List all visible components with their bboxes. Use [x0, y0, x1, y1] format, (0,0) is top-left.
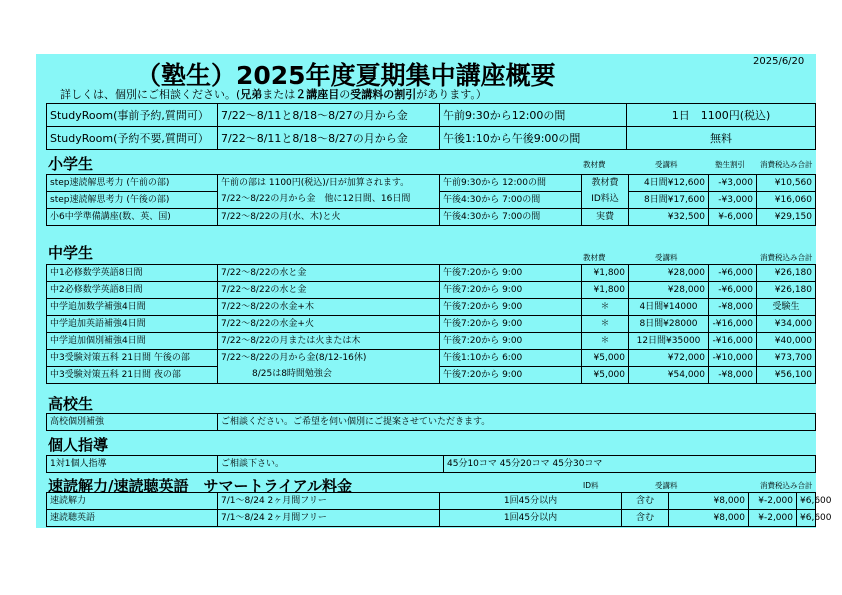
- course-name: 小6中学準備講座(数、英、国): [47, 209, 218, 226]
- course-dates: 7/22～8/22の月から金(8/12-16休): [218, 350, 440, 367]
- material-fee: 実費: [582, 209, 629, 226]
- tuition: ¥32,500: [629, 209, 709, 226]
- course-dates: 7/1～8/24 2ヶ月間フリー: [218, 510, 440, 527]
- tuition: 8日間¥28000: [629, 316, 709, 333]
- intro-bold-siblings: 兄弟: [240, 88, 263, 101]
- course-name: 中学追加個別補強4日間: [47, 333, 218, 350]
- col-header-total: 消費税込み合計: [760, 160, 813, 169]
- intro-bold-second-course: ２講座目: [295, 88, 340, 101]
- col-header-tuition: 受講料: [655, 481, 678, 490]
- table-row: [47, 510, 816, 527]
- material-fee: ¥5,000: [582, 367, 629, 384]
- course-time: 午後7:20から 9:00: [440, 367, 582, 384]
- discount: ¥-2,000: [749, 493, 797, 510]
- tuition: 8日間¥17,600: [629, 192, 709, 209]
- discount: -¥16,000: [709, 316, 757, 333]
- total: ¥6,600: [797, 493, 816, 510]
- course-name: 中3受験対策五科 21日間 夜の部: [47, 367, 218, 384]
- table-row: [47, 333, 816, 350]
- tuition: 12日間¥35000: [629, 333, 709, 350]
- elementary-table: [46, 174, 816, 226]
- col-header-tuition: 受講料: [655, 253, 678, 262]
- speed-table: [46, 492, 832, 527]
- course-name: 中3受験対策五科 21日間 午後の部: [47, 350, 218, 367]
- material-fee: ¥1,800: [582, 282, 629, 299]
- table-row: [47, 414, 816, 431]
- course-name: StudyRoom(事前予約,質問可）: [47, 104, 218, 127]
- course-dates: 午前の部は 1100円(税込)/日が加算されます。: [218, 175, 440, 192]
- course-dates: 7/22～8/22の月または火または木: [218, 333, 440, 350]
- total: ¥10,560: [757, 175, 816, 192]
- col-header-discount: 塾生割引: [715, 160, 745, 169]
- table-row: [47, 192, 816, 209]
- high-table: [46, 413, 816, 431]
- discount: -¥6,000: [709, 265, 757, 282]
- material-fee: 教材費: [582, 175, 629, 192]
- document-date: 2025/6/20: [753, 56, 805, 67]
- course-time: 1回45分以内: [440, 510, 622, 527]
- total: ¥26,180: [757, 265, 816, 282]
- course-time: 45分10コマ 45分20コマ 45分30コマ: [444, 456, 816, 473]
- intro-text: または: [262, 88, 296, 101]
- table-row: [47, 282, 816, 299]
- course-note: ご相談下さい。: [218, 456, 444, 473]
- discount: ¥-2,000: [749, 510, 797, 527]
- intro-text: があります。）: [416, 88, 487, 101]
- total: ¥29,150: [757, 209, 816, 226]
- discount: -¥3,000: [709, 192, 757, 209]
- table-row: [47, 456, 816, 473]
- course-fee: 無料: [627, 127, 816, 150]
- course-time: 午後4:30から 7:00の間: [440, 209, 582, 226]
- total: ¥26,180: [757, 282, 816, 299]
- course-dates: 7/22～8/22の月から金 他に12日間、16日間: [218, 192, 440, 209]
- section-title-junior: 中学生: [48, 244, 94, 262]
- table-row: [47, 175, 816, 192]
- course-time: 午後7:20から 9:00: [440, 333, 582, 350]
- table-row: [47, 316, 816, 333]
- table-row: [47, 104, 816, 127]
- discount: -¥8,000: [709, 367, 757, 384]
- col-header-total: 消費税込み合計: [760, 253, 813, 262]
- course-time: 午後1:10から 6:00: [440, 350, 582, 367]
- course-dates: 7/22～8/22の水と金: [218, 265, 440, 282]
- section-title-speed: 速読解力/速読聴英語 サマートライアル料金: [48, 477, 352, 495]
- course-time: 午後7:20から 9:00: [440, 282, 582, 299]
- course-name: 中2必修数学英語8日間: [47, 282, 218, 299]
- intro-bold-discount: 受講料の割引: [350, 88, 417, 101]
- course-time: 午後7:20から 9:00: [440, 316, 582, 333]
- course-dates: 7/22～8/22の水金+木: [218, 299, 440, 316]
- table-row: [47, 299, 816, 316]
- total: ¥56,100: [757, 367, 816, 384]
- table-row: [47, 265, 816, 282]
- course-name: 中1必修数学英語8日間: [47, 265, 218, 282]
- table-row: [47, 350, 816, 367]
- col-header-id: ID料: [583, 481, 599, 490]
- discount: -¥10,000: [709, 350, 757, 367]
- total: 受験生: [757, 299, 816, 316]
- course-name: StudyRoom(予約不要,質問可）: [47, 127, 218, 150]
- course-time: 午後1:10から午後9:00の間: [440, 127, 627, 150]
- discount: -¥16,000: [709, 333, 757, 350]
- course-dates: 7/22～8/11と8/18～8/27の月から金: [218, 127, 440, 150]
- intro-note: [60, 86, 487, 102]
- tuition: ¥28,000: [629, 282, 709, 299]
- course-time: 1回45分以内: [440, 493, 622, 510]
- course-time: 午前9:30から 12:00の間: [440, 175, 582, 192]
- material-fee: ＊: [582, 299, 629, 316]
- private-table: [46, 455, 816, 473]
- material-fee: ¥5,000: [582, 350, 629, 367]
- table-row: [47, 493, 816, 510]
- course-dates: 7/22～8/11と8/18～8/27の月から金: [218, 104, 440, 127]
- total: ¥40,000: [757, 333, 816, 350]
- section-title-private: 個人指導: [48, 436, 109, 454]
- course-name: 高校個別補強: [47, 414, 218, 431]
- course-name: 速読解力: [47, 493, 218, 510]
- col-header-total: 消費税込み合計: [760, 481, 813, 490]
- intro-text: の: [339, 88, 351, 101]
- intro-text: 詳しくは、個別にご相談ください。(: [60, 88, 241, 101]
- id-fee: 含む: [622, 510, 669, 527]
- course-name: 中学追加英語補強4日間: [47, 316, 218, 333]
- course-time: 午後4:30から 7:00の間: [440, 192, 582, 209]
- course-dates: 8/25は8時間勉強会: [218, 367, 440, 384]
- section-title-elementary: 小学生: [48, 155, 94, 173]
- tuition: 4日間¥12,600: [629, 175, 709, 192]
- course-fee: 1日 1100円(税込): [627, 104, 816, 127]
- col-header-material: 教材費: [583, 160, 606, 169]
- total: ¥6,600: [797, 510, 816, 527]
- course-time: 午後7:20から 9:00: [440, 299, 582, 316]
- course-name: step速読解思考力 (午後の部): [47, 192, 218, 209]
- tuition: ¥72,000: [629, 350, 709, 367]
- discount: ¥-6,000: [709, 209, 757, 226]
- section-title-high: 高校生: [48, 395, 94, 413]
- tuition: ¥8,000: [669, 493, 749, 510]
- material-fee: ＊: [582, 316, 629, 333]
- studyroom-table: [46, 103, 816, 150]
- course-time: 午後7:20から 9:00: [440, 265, 582, 282]
- total: ¥16,060: [757, 192, 816, 209]
- tuition: 4日間¥14000: [629, 299, 709, 316]
- course-time: 午前9:30から12:00の間: [440, 104, 627, 127]
- tuition: ¥8,000: [669, 510, 749, 527]
- material-fee: ID料込: [582, 192, 629, 209]
- id-fee: 含む: [622, 493, 669, 510]
- course-dates: 7/22～8/22の水金+火: [218, 316, 440, 333]
- course-dates: 7/22～8/22の月(水、木)と火: [218, 209, 440, 226]
- col-header-material: 教材費: [583, 253, 606, 262]
- table-row: [47, 209, 816, 226]
- col-header-tuition: 受講料: [655, 160, 678, 169]
- discount: -¥6,000: [709, 282, 757, 299]
- total: ¥34,000: [757, 316, 816, 333]
- course-name: 速読聴英語: [47, 510, 218, 527]
- course-note: ご相談ください。ご希望を伺い個別にご提案させていただきます。: [218, 414, 816, 431]
- table-row: [47, 127, 816, 150]
- junior-table: [46, 264, 816, 384]
- table-row: [47, 367, 816, 384]
- material-fee: ＊: [582, 333, 629, 350]
- course-name: 中学追加数学補強4日間: [47, 299, 218, 316]
- page-title: （塾生）2025年度夏期集中講座概要: [136, 61, 556, 90]
- total: ¥73,700: [757, 350, 816, 367]
- material-fee: ¥1,800: [582, 265, 629, 282]
- tuition: ¥28,000: [629, 265, 709, 282]
- course-dates: 7/22～8/22の水と金: [218, 282, 440, 299]
- course-name: step速読解思考力 (午前の部): [47, 175, 218, 192]
- course-dates: 7/1～8/24 2ヶ月間フリー: [218, 493, 440, 510]
- discount: -¥8,000: [709, 299, 757, 316]
- course-name: 1対1個人指導: [47, 456, 218, 473]
- discount: -¥3,000: [709, 175, 757, 192]
- tuition: ¥54,000: [629, 367, 709, 384]
